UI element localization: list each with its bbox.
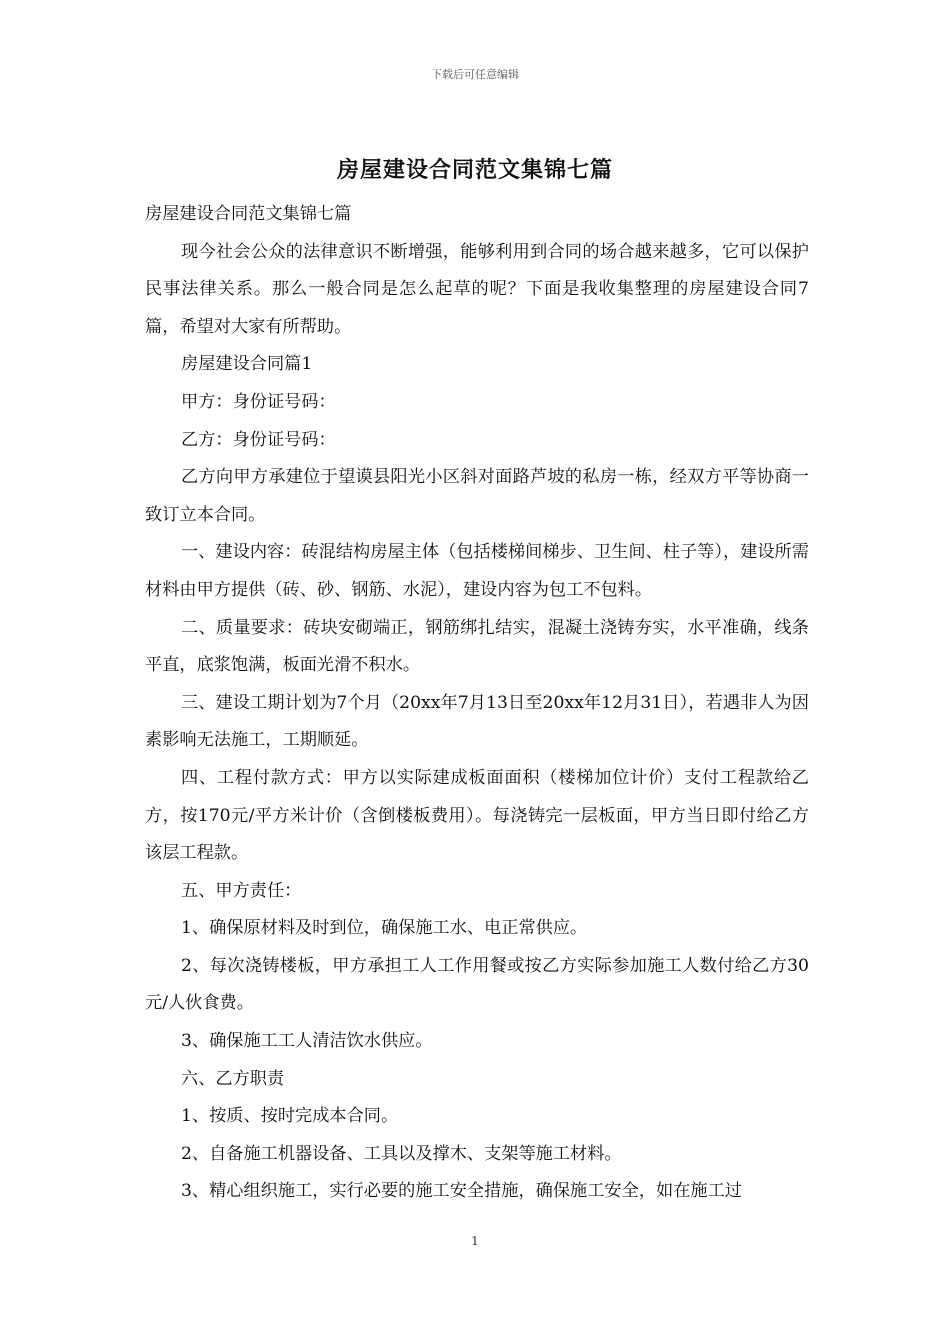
paragraph: 1、确保原材料及时到位，确保施工水、电正常供应。	[181, 918, 588, 939]
paragraph: 3、精心组织施工，实行必要的施工安全措施，确保施工安全，如在施工过	[181, 1181, 742, 1202]
paragraph: 一、建设内容：砖混结构房屋主体（包括楼梯间梯步、卫生间、柱子等），建设所需材料由甲方提供（砖、砂、钢筋、水泥），建设内容为包工不包料。	[145, 542, 809, 600]
paragraph: 四、工程付款方式：甲方以实际建成板面面积（楼梯加位计价）支付工程款给乙方，按170元/平方米计价（含倒楼板费用）。每浇铸完一层板面，甲方当日即付给乙方该层工程款。	[145, 767, 809, 864]
paragraph: 3、确保施工工人清洁饮水供应。	[181, 1031, 433, 1052]
paragraph: 三、建设工期计划为7个月（20xx年7月13日至20xx年12月31日），若遇非人为因素影响无法施工，工期顺延。	[145, 692, 809, 751]
header-note: 下载后可任意编辑	[431, 68, 519, 81]
page-number: 1	[471, 1234, 479, 1248]
paragraph: 2、每次浇铸楼板，甲方承担工人工作用餐或按乙方实际参加施工人数付给乙方30元/人伙食费。	[145, 955, 809, 1014]
paragraph: 甲方：身份证号码：	[181, 391, 336, 412]
paragraph: 1、按质、按时完成本合同。	[181, 1106, 399, 1127]
paragraph: 五、甲方责任：	[181, 880, 302, 901]
paragraph: 二、质量要求：砖块安砌端正，钢筋绑扎结实，混凝土浇铸夯实，水平准确，线条平直，底浆饱满，板面光滑不积水。	[145, 617, 809, 676]
document-title: 房屋建设合同范文集锦七篇	[336, 157, 613, 183]
paragraph: 房屋建设合同篇1	[181, 354, 313, 375]
paragraph: 房屋建设合同范文集锦七篇	[145, 204, 352, 224]
paragraph: 现今社会公众的法律意识不断增强，能够利用到合同的场合越来越多，它可以保护民事法律关系。那么一般合同是怎么起草的呢？下面是我收集整理的房屋建设合同7篇，希望对大家有所帮助。	[145, 241, 809, 337]
paragraph: 2、自备施工机器设备、工具以及撑木、支架等施工材料。	[181, 1143, 622, 1164]
paragraph: 乙方向甲方承建位于望谟县阳光小区斜对面路芦坡的私房一栋，经双方平等协商一致订立本合同。	[145, 467, 809, 525]
paragraph: 六、乙方职责	[181, 1068, 285, 1089]
paragraph: 乙方：身份证号码：	[181, 429, 336, 450]
document-body	[145, 196, 809, 1211]
